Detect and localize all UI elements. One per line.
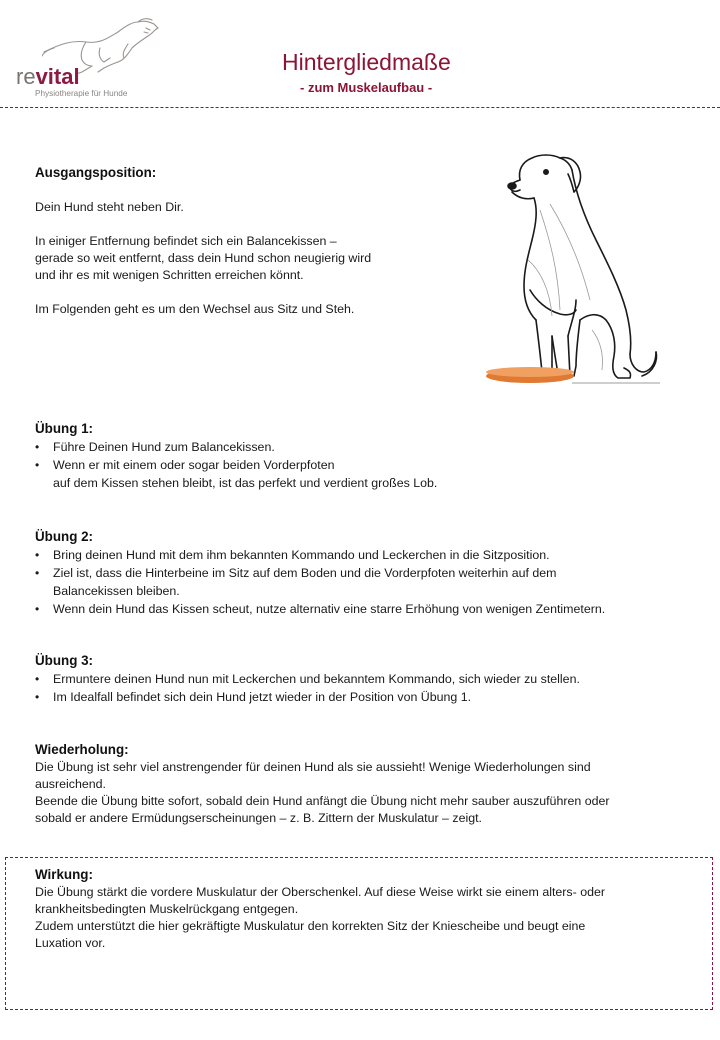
list-item: • Wenn dein Hund das Kissen scheut, nutze alternativ eine starre Erhöhung von wenigen Zentimetern. bbox=[35, 600, 605, 618]
bullet-list bbox=[35, 546, 605, 618]
paragraph: Im Folgenden geht es um den Wechsel aus Sitz und Steh. bbox=[35, 302, 355, 316]
bullet-list bbox=[35, 670, 580, 706]
page-subtitle: - zum Muskelaufbau - bbox=[300, 80, 433, 95]
section-heading: Übung 2: bbox=[35, 529, 94, 544]
section-ausgangsposition bbox=[35, 164, 371, 318]
paragraph-line: gerade so weit entfernt, dass dein Hund schon neugierig wird bbox=[35, 251, 372, 265]
paragraph-line: krankheitsbedingten Muskelrückgang entgegen. bbox=[35, 902, 299, 916]
section-wiederholung bbox=[35, 741, 610, 827]
section-wirkung bbox=[35, 866, 605, 952]
list-item: • Ziel ist, dass die Hinterbeine im Sitz auf dem Boden und die Vorderpfoten weiterhin auf dem Balancekissen bleiben. bbox=[35, 564, 605, 600]
paragraph-line: ausreichend. bbox=[35, 777, 106, 791]
list-item: • Wenn er mit einem oder sogar beiden Vorderpfoten auf dem Kissen stehen bleibt, ist das perfekt und verdient großes Lob. bbox=[35, 456, 437, 492]
brand-logo bbox=[14, 14, 164, 100]
paragraph-line: In einiger Entfernung befindet sich ein Balancekissen – bbox=[35, 234, 337, 248]
page-title: Hintergliedmaße bbox=[282, 49, 451, 75]
bullet-list bbox=[35, 438, 437, 492]
sitting-dog-icon bbox=[480, 140, 670, 390]
list-item: • Im Idealfall befindet sich dein Hund jetzt wieder in der Position von Übung 1. bbox=[35, 688, 580, 706]
section-uebung-3 bbox=[35, 652, 580, 706]
paragraph-line: sobald er andere Ermüdungserscheinungen – z. B. Zittern der Muskulatur – zeigt. bbox=[35, 811, 482, 825]
paragraph-line: Die Übung stärkt die vordere Muskulatur der Oberschenkel. Auf diese Weise wirkt sie einem alters- oder bbox=[35, 885, 605, 899]
paragraph-line: Die Übung ist sehr viel anstrengender für deinen Hund als sie aussieht! Wenige Wiederholungen sind bbox=[35, 760, 591, 774]
paragraph-line: Beende die Übung bitte sofort, sobald dein Hund anfängt die Übung nicht mehr sauber auszuführen oder bbox=[35, 794, 610, 808]
section-heading: Wirkung: bbox=[35, 867, 93, 882]
paragraph-line: Zudem unterstützt die hier gekräftigte Muskulatur den korrekten Sitz der Kniescheibe und beugt eine bbox=[35, 919, 586, 933]
paragraph: Dein Hund steht neben Dir. bbox=[35, 200, 184, 214]
list-item: • Ermuntere deinen Hund nun mit Leckerchen und bekanntem Kommando, sich wieder zu stellen. bbox=[35, 670, 580, 688]
dog-illustration bbox=[480, 140, 670, 390]
section-heading: Übung 3: bbox=[35, 653, 94, 668]
brand-name bbox=[16, 66, 80, 88]
section-heading: Übung 1: bbox=[35, 421, 94, 436]
paragraph-line: und ihr es mit wenigen Schritten erreichen könnt. bbox=[35, 268, 304, 282]
list-item: • Bring deinen Hund mit dem ihm bekannten Kommando und Leckerchen in die Sitzposition. bbox=[35, 546, 605, 564]
section-uebung-2 bbox=[35, 528, 605, 618]
section-heading: Ausgangsposition: bbox=[35, 165, 157, 180]
paragraph-line: Luxation vor. bbox=[35, 936, 106, 950]
list-item: • Führe Deinen Hund zum Balancekissen. bbox=[35, 438, 437, 456]
header-divider bbox=[0, 107, 720, 108]
section-heading: Wiederholung: bbox=[35, 742, 129, 757]
section-uebung-1 bbox=[35, 420, 437, 492]
brand-tagline: Physiotherapie für Hunde bbox=[35, 89, 128, 98]
brand-prefix: re bbox=[16, 64, 36, 89]
brand-suffix: vital bbox=[35, 64, 80, 89]
